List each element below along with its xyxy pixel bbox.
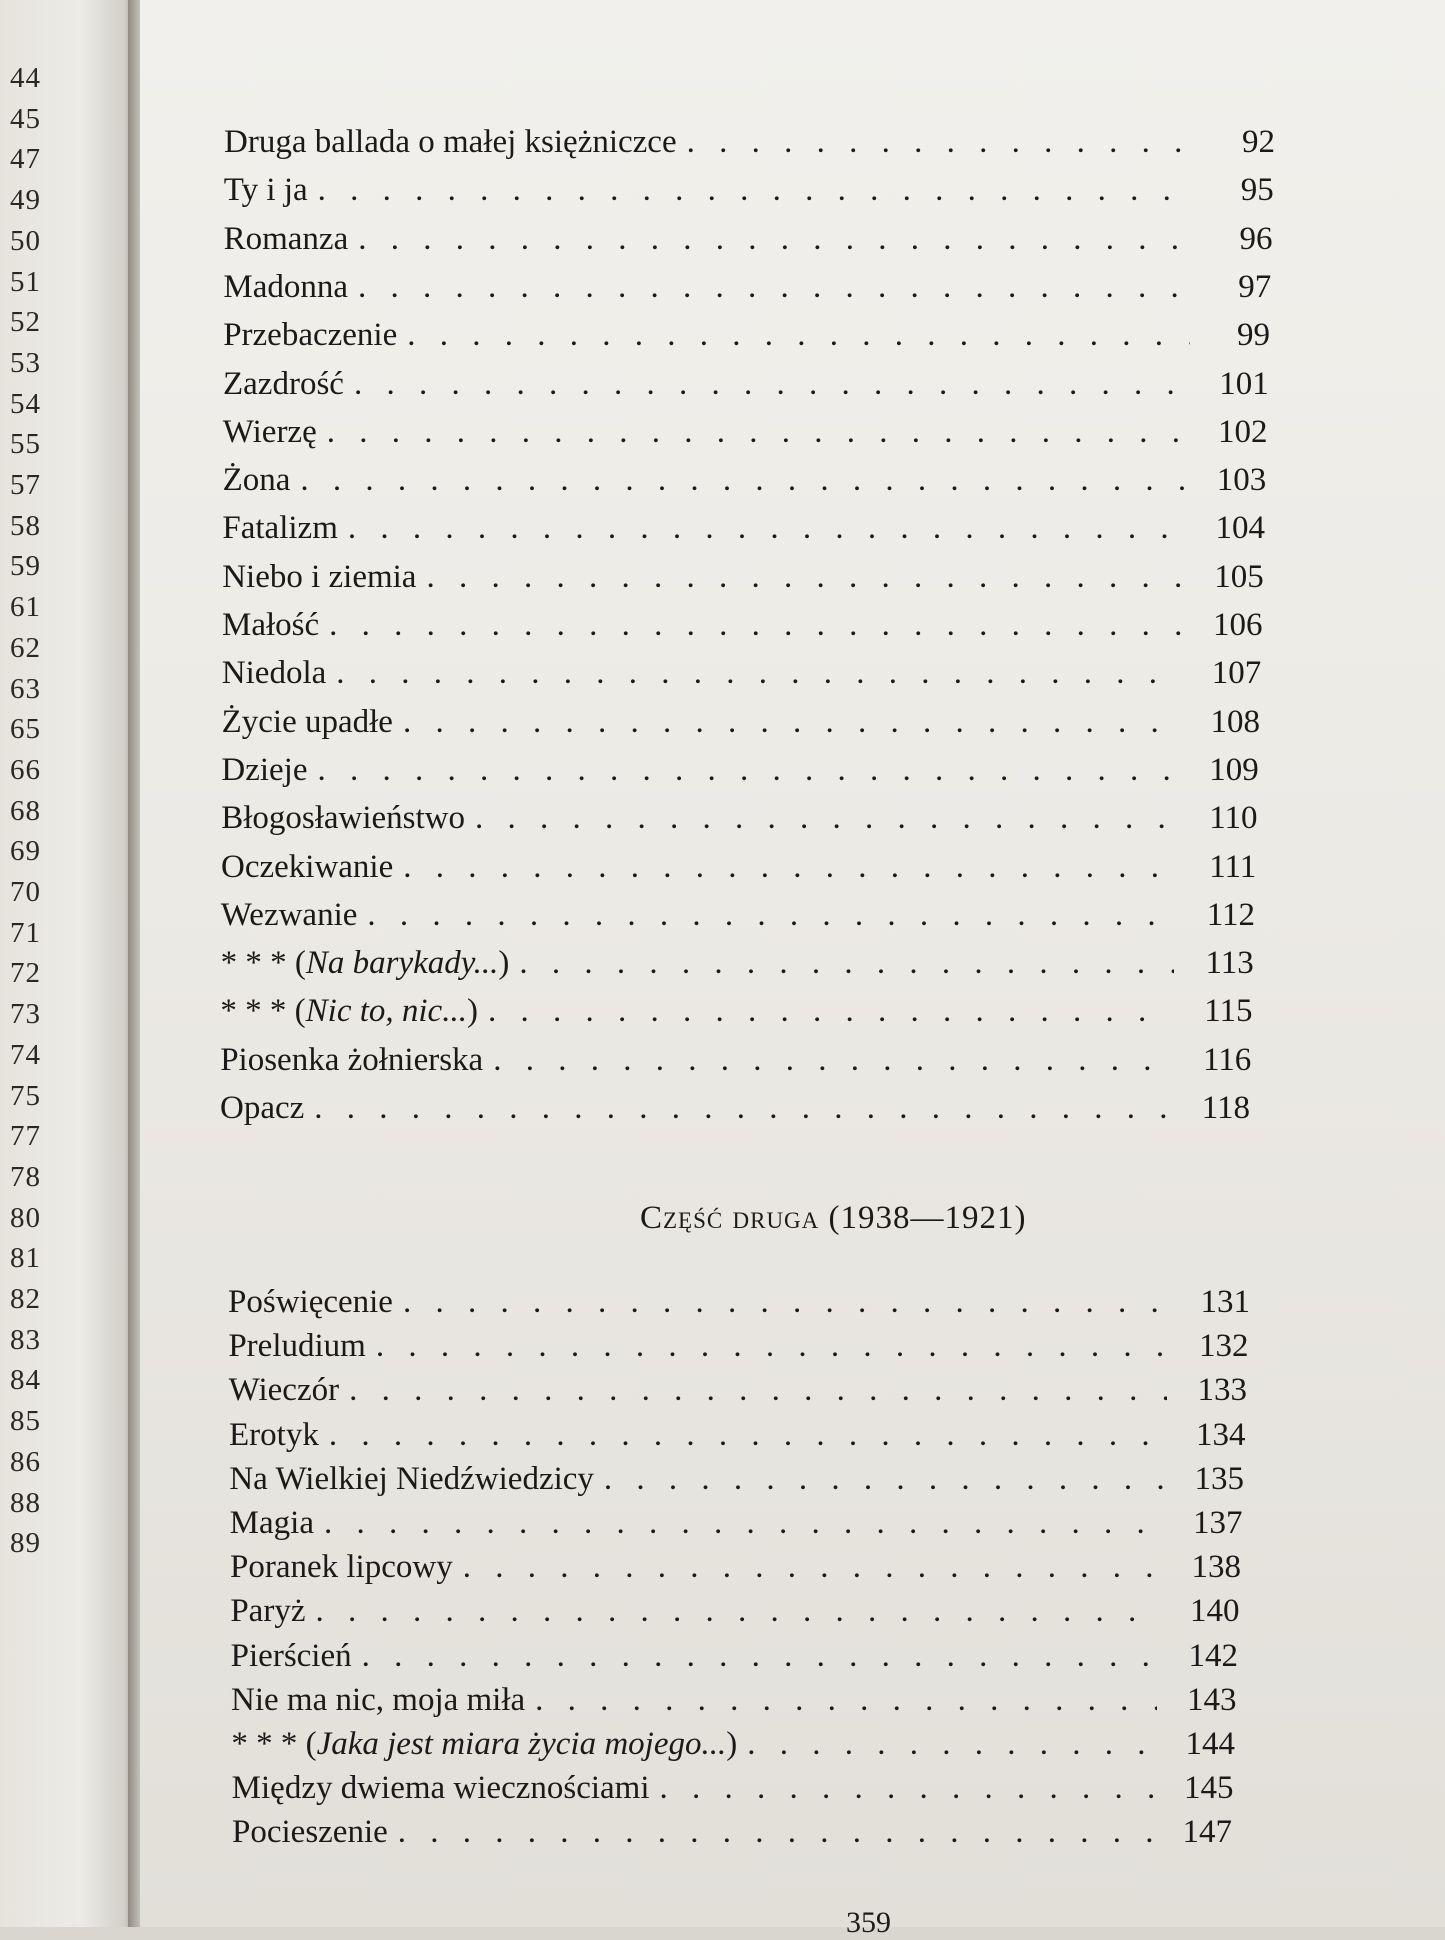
dot-leader	[358, 265, 1191, 309]
toc-entry-page: 145	[1183, 1770, 1234, 1807]
left-margin-number: 66	[10, 753, 41, 786]
dot-leader	[398, 1810, 1152, 1854]
left-margin-number: 81	[10, 1242, 41, 1275]
toc-entry	[223, 362, 1269, 406]
dot-leader	[327, 410, 1188, 454]
left-margin-number: 89	[10, 1527, 41, 1560]
toc-entry-title: Przebaczenie	[223, 317, 398, 354]
toc-entry-title: Erotyk	[229, 1416, 319, 1453]
toc-entry	[221, 845, 1256, 889]
left-margin-number: 70	[10, 876, 41, 908]
left-margin-number: 50	[10, 224, 41, 257]
left-margin-number: 77	[10, 1120, 41, 1153]
toc-entry-title: Zazdrość	[223, 365, 344, 402]
left-margin-number: 72	[10, 957, 41, 990]
dot-leader	[324, 1501, 1163, 1545]
toc-entry-title: Poranek lipcowy	[230, 1549, 453, 1586]
toc-entry-page: 113	[1205, 945, 1254, 982]
toc-entry-page: 103	[1216, 462, 1267, 499]
section-heading	[640, 1200, 1027, 1237]
toc-entry	[230, 1501, 1243, 1545]
left-margin-number: 45	[10, 102, 41, 135]
dot-leader	[747, 1722, 1155, 1766]
toc-entry	[222, 700, 1260, 744]
toc-entry-page: 137	[1192, 1505, 1243, 1541]
toc-entry	[229, 1457, 1244, 1501]
dot-leader	[349, 1368, 1167, 1412]
toc-entry-title: Druga ballada o małej księżniczce	[224, 124, 677, 160]
toc-entry	[222, 506, 1265, 550]
left-margin-number: 71	[10, 916, 41, 949]
toc-entry-page: 99	[1236, 317, 1270, 354]
toc-entry	[224, 217, 1273, 261]
left-margin-number: 51	[10, 265, 41, 298]
left-margin-number: 82	[10, 1283, 41, 1315]
toc-entry	[228, 1324, 1248, 1368]
toc-entry-title: Preludium	[228, 1328, 366, 1365]
left-margin-number: 69	[10, 835, 41, 868]
left-margin-number: 80	[10, 1201, 41, 1234]
dot-leader	[314, 1086, 1170, 1130]
dot-leader	[535, 1678, 1156, 1722]
toc-entry	[221, 748, 1258, 792]
dot-leader	[348, 506, 1185, 550]
toc-entry	[222, 603, 1263, 647]
toc-entry-title: Błogosławieństwo	[221, 800, 466, 837]
left-margin-number: 62	[10, 631, 41, 664]
toc-entry	[231, 1678, 1237, 1722]
toc-entry	[223, 458, 1267, 502]
toc-entry	[232, 1810, 1232, 1854]
toc-entry	[222, 555, 1264, 599]
toc-entry	[224, 168, 1274, 212]
toc-entry	[223, 265, 1271, 309]
left-margin-number: 58	[10, 509, 41, 542]
dot-leader	[488, 989, 1173, 1033]
toc-entry-title: Małość	[222, 607, 320, 643]
left-margin-number: 85	[10, 1405, 41, 1438]
toc-entry-page: 104	[1215, 510, 1265, 547]
dot-leader	[660, 1766, 1154, 1810]
toc-entry-page: 92	[1242, 124, 1275, 160]
toc-entry-title: Niebo i ziemia	[222, 558, 417, 595]
dot-leader	[362, 1634, 1158, 1678]
toc-entry-title: Ty i ja	[223, 172, 308, 209]
dot-leader	[519, 941, 1173, 985]
section-label: Część druga	[640, 1200, 820, 1236]
left-margin-number: 57	[10, 469, 41, 501]
left-facing-page	[0, 0, 135, 1927]
dot-leader	[426, 555, 1183, 599]
dot-leader	[403, 845, 1176, 889]
dot-leader	[604, 1457, 1164, 1501]
dot-leader	[358, 217, 1192, 261]
toc-entry	[223, 410, 1268, 454]
dot-leader	[300, 458, 1186, 502]
toc-entry-title: Romanza	[223, 220, 349, 257]
left-margin-number: 59	[10, 550, 41, 583]
dot-leader	[354, 362, 1189, 406]
toc-entry-title: Na Wielkiej Niedźwiedzicy	[229, 1460, 594, 1497]
dot-leader	[367, 893, 1175, 937]
left-margin-number: 68	[10, 794, 41, 827]
left-margin-number: 75	[10, 1079, 41, 1112]
left-margin-number: 86	[10, 1445, 41, 1478]
toc-entry-title: Dzieje	[221, 751, 308, 788]
dot-leader	[329, 1413, 1166, 1457]
toc-entry	[230, 1545, 1241, 1589]
toc-entry-page: 102	[1217, 413, 1268, 450]
toc-entry-page: 133	[1197, 1372, 1247, 1409]
toc-entry	[232, 1766, 1234, 1810]
left-margin-number: 84	[10, 1364, 41, 1397]
toc-entry-title: Fatalizm	[222, 510, 338, 547]
left-margin-number: 88	[10, 1486, 41, 1519]
dot-leader	[318, 748, 1179, 792]
toc-entry-page: 143	[1187, 1681, 1237, 1718]
left-margin-number: 47	[10, 143, 41, 176]
left-margin-number: 74	[10, 1038, 41, 1071]
toc-entry-title: Między dwiema wiecznościami	[231, 1770, 650, 1807]
left-margin-number: 78	[10, 1160, 41, 1193]
toc-entry	[220, 989, 1252, 1033]
section-years: (1938—1921)	[828, 1200, 1027, 1236]
toc-entry-page: 110	[1209, 800, 1258, 837]
dot-leader	[493, 1038, 1171, 1082]
toc-entry	[228, 1280, 1250, 1324]
dot-leader	[315, 1589, 1159, 1633]
toc-entry-title: Oczekiwanie	[221, 848, 394, 885]
toc-entry	[229, 1368, 1247, 1412]
toc-entry-title: Piosenka żołnierska	[220, 1041, 484, 1078]
dot-leader	[329, 603, 1182, 647]
left-margin-number: 49	[10, 184, 41, 217]
toc-entry	[223, 313, 1270, 357]
toc-entry-page: 147	[1182, 1814, 1232, 1851]
toc-entry-page: 135	[1194, 1460, 1244, 1497]
toc-entry	[224, 120, 1275, 164]
toc-entry-page: 118	[1201, 1090, 1250, 1126]
toc-entry-page: 115	[1204, 993, 1253, 1030]
right-page	[140, 0, 1445, 1939]
toc-entry-page: 96	[1239, 220, 1273, 257]
toc-entry-page: 144	[1185, 1726, 1235, 1762]
left-margin-number: 44	[10, 62, 41, 94]
dot-leader	[475, 796, 1177, 840]
toc-entry	[222, 651, 1261, 695]
left-margin-number: 52	[10, 306, 41, 339]
toc-entry	[221, 796, 1257, 840]
toc-entry-title: Magia	[229, 1505, 314, 1541]
left-margin-number: 53	[10, 346, 41, 379]
toc-entry-title: * * * (Na barykady...)	[220, 945, 510, 982]
toc-entry	[231, 1634, 1238, 1678]
toc-entry	[221, 893, 1255, 937]
toc-entry	[230, 1589, 1239, 1633]
toc-entry-page: 105	[1214, 558, 1264, 595]
toc-entry-title: Opacz	[220, 1090, 305, 1126]
toc-entry-page: 109	[1209, 751, 1259, 788]
dot-leader	[687, 120, 1195, 164]
toc-entry-title: * * * (Jaka jest miara życia mojego...)	[231, 1726, 738, 1762]
toc-entry-title: Pocieszenie	[232, 1814, 388, 1851]
toc-entry-title: Nie ma nic, moja miła	[231, 1681, 526, 1718]
toc-entry-title: Życie upadłe	[221, 703, 393, 740]
toc-entry	[220, 1086, 1250, 1130]
toc-entry	[231, 1722, 1235, 1766]
dot-leader	[463, 1545, 1161, 1589]
dot-leader	[336, 651, 1181, 695]
toc-entry-page: 140	[1189, 1593, 1240, 1630]
toc-entry-page: 107	[1211, 655, 1262, 692]
toc-entry-page: 142	[1188, 1637, 1238, 1674]
toc-entry-title: Paryż	[230, 1593, 306, 1630]
toc-entry-page: 106	[1213, 607, 1263, 643]
left-margin-number: 55	[10, 428, 41, 461]
toc-entry-title: Pierścień	[230, 1637, 352, 1674]
toc-entry-title: Żona	[222, 462, 291, 499]
left-margin-number: 63	[10, 672, 41, 705]
page-number: 359	[846, 1906, 891, 1939]
toc-entry-title: Poświęcenie	[228, 1284, 393, 1320]
toc-entry-page: 101	[1219, 365, 1269, 402]
left-margin-number: 65	[10, 713, 41, 746]
toc-entry-page: 131	[1200, 1284, 1250, 1320]
toc-entry-page: 116	[1202, 1041, 1252, 1078]
toc-entry-title: Niedola	[221, 655, 327, 692]
toc-entry-page: 132	[1198, 1328, 1249, 1365]
toc-entry	[229, 1413, 1246, 1457]
toc-entry-page: 108	[1210, 703, 1260, 740]
toc-entry-page: 97	[1238, 268, 1272, 305]
left-margin-number: 54	[10, 387, 41, 420]
toc-entry-title: * * * (Nic to, nic...)	[220, 993, 478, 1030]
left-margin-number: 83	[10, 1323, 41, 1356]
toc-entry-page: 138	[1191, 1549, 1241, 1586]
left-margin-number: 73	[10, 998, 41, 1031]
toc-entry-page: 134	[1196, 1416, 1246, 1453]
toc-entry-page: 112	[1206, 896, 1255, 933]
table-of-contents	[140, 0, 1445, 1927]
dot-leader	[403, 700, 1180, 744]
toc-entry	[221, 941, 1254, 985]
toc-entry-title: Wierzę	[222, 413, 317, 450]
dot-leader	[318, 168, 1194, 212]
dot-leader	[376, 1324, 1169, 1368]
dot-leader	[403, 1280, 1170, 1324]
toc-entry-title: Madonna	[223, 268, 349, 305]
toc-entry	[220, 1038, 1251, 1082]
toc-entry-page: 95	[1240, 172, 1274, 209]
toc-entry-title: Wezwanie	[220, 896, 358, 933]
toc-entry-page: 111	[1209, 848, 1257, 885]
dot-leader	[407, 313, 1190, 357]
toc-entry-title: Wieczór	[228, 1372, 340, 1409]
left-margin-number: 61	[10, 591, 41, 624]
